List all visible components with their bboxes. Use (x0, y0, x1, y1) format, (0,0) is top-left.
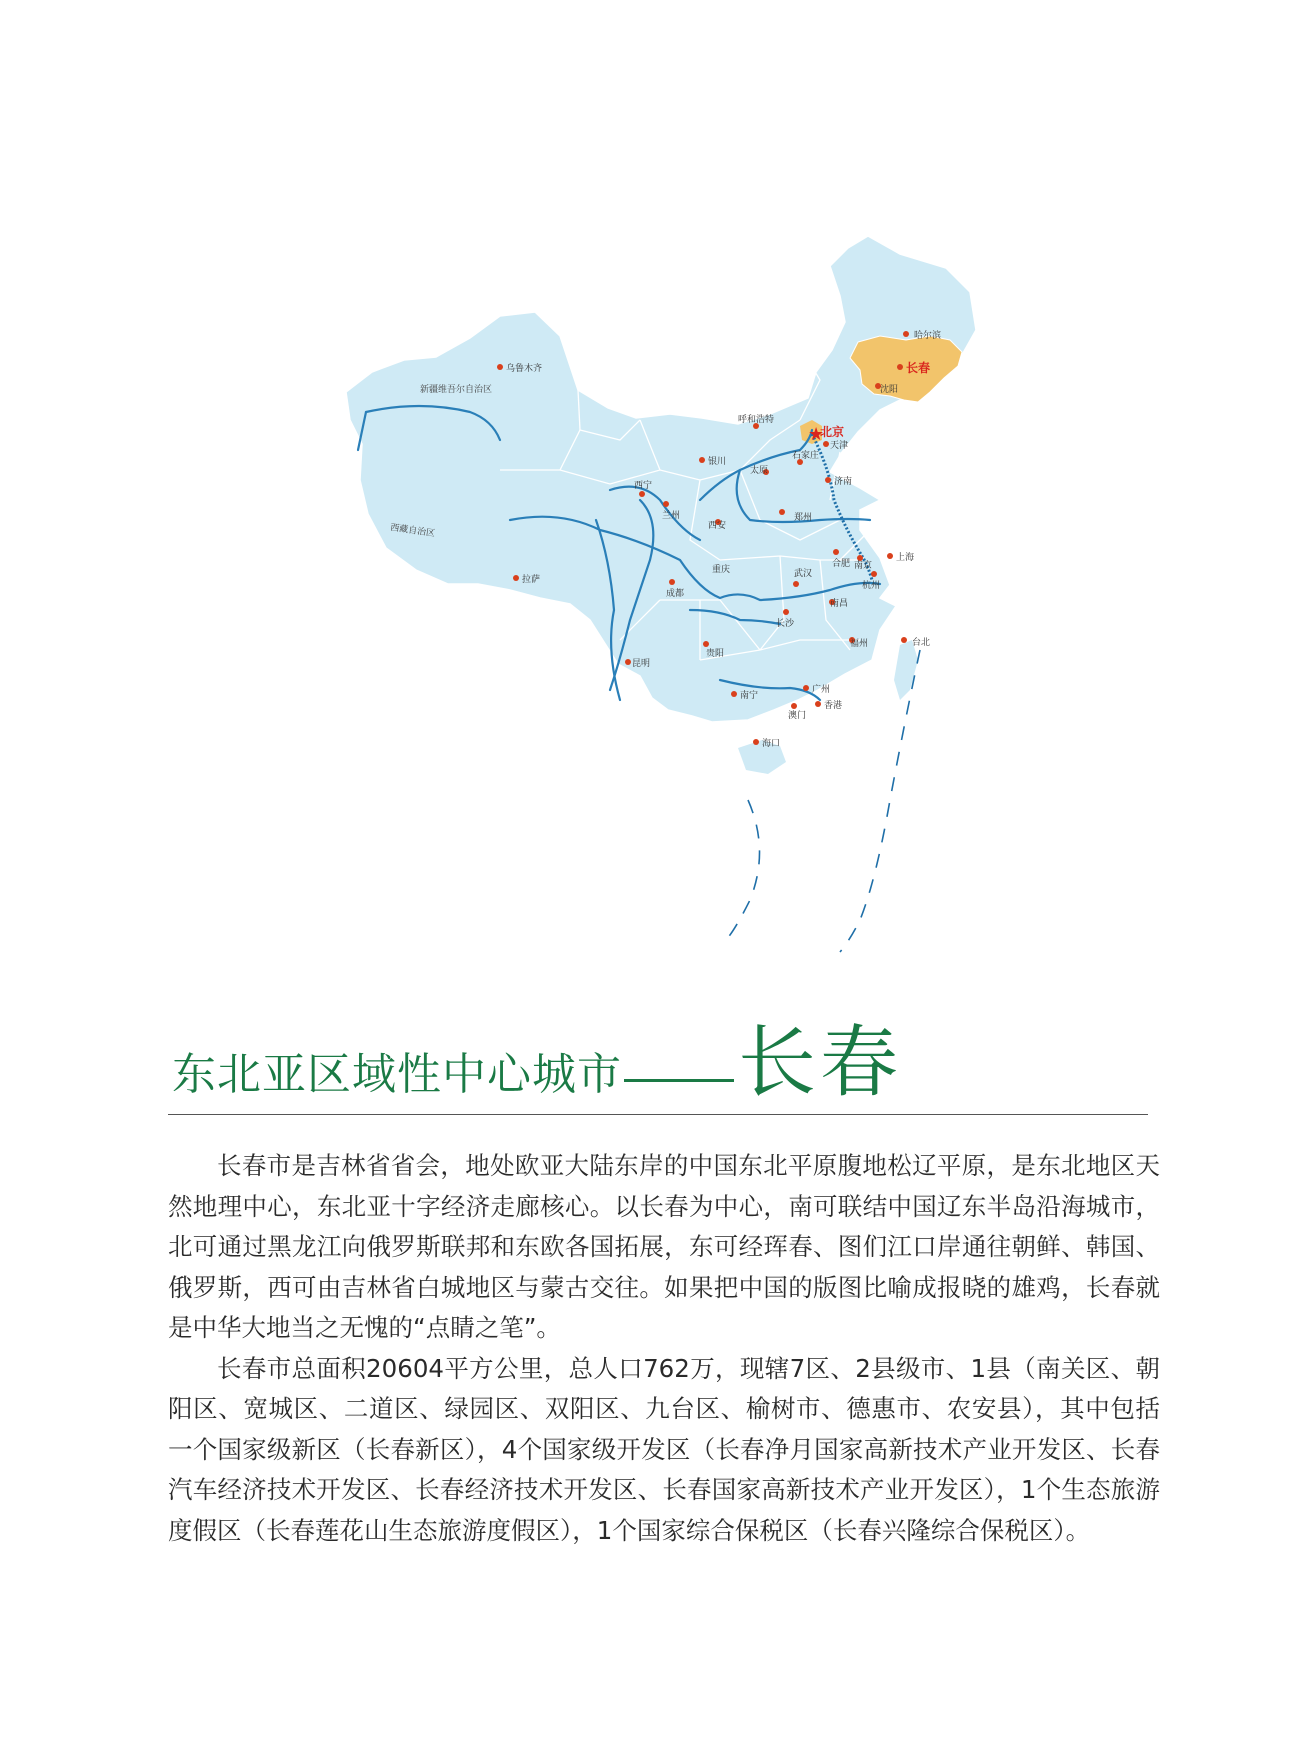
region-label-xinjiang: 新疆维吾尔自治区 (420, 385, 493, 395)
city-label-shanghai: 上海 (896, 553, 915, 563)
capital-star-icon: ★ (808, 424, 825, 445)
city-label-chengdu: 成都 (666, 589, 685, 599)
city-label-lhasa: 拉萨 (522, 575, 541, 585)
city-label-xining: 西宁 (634, 481, 653, 491)
city-dot-macau (791, 703, 797, 709)
city-label-tianjin: 天津 (830, 441, 849, 451)
city-label-changsha: 长沙 (776, 619, 795, 629)
city-dot-haikou (753, 739, 759, 745)
city-label-zhengzhou: 郑州 (794, 513, 813, 523)
body-text (168, 1146, 1160, 1551)
city-label-guangzhou: 广州 (812, 685, 831, 695)
city-label-harbin: 哈尔滨 (914, 331, 942, 341)
city-label-urumqi: 乌鲁木齐 (506, 364, 543, 374)
city-label-taiyuan: 太原 (750, 466, 769, 476)
city-label-nanchang: 南昌 (830, 599, 849, 609)
title-city: 长春 (738, 1018, 903, 1108)
city-label-lanzhou: 兰州 (662, 511, 681, 521)
city-dot-hangzhou (871, 571, 877, 577)
city-label-xian: 西安 (708, 521, 727, 531)
city-label-hangzhou: 杭州 (862, 581, 881, 591)
city-dot-nanning (731, 691, 737, 697)
city-dot-guiyang (703, 641, 709, 647)
city-dot-urumqi (497, 364, 503, 370)
city-label-beijing: 北京 (820, 425, 845, 439)
city-label-wuhan: 武汉 (794, 569, 813, 579)
city-label-chongqing: 重庆 (712, 565, 731, 575)
city-label-changchun: 长春 (906, 361, 931, 375)
city-dot-hefei (833, 549, 839, 555)
city-dot-hongkong (815, 701, 821, 707)
city-label-shenyang: 沈阳 (880, 385, 899, 395)
city-label-hohhot: 呼和浩特 (738, 415, 775, 425)
city-label-jinan: 济南 (834, 477, 853, 487)
region-label-xizang: 西藏自治区 (389, 523, 436, 540)
city-label-fuzhou: 福州 (850, 639, 869, 649)
city-label-macau: 澳门 (788, 711, 807, 721)
city-label-hongkong: 香港 (824, 701, 843, 711)
city-label-shijiazhuang: 石家庄 (792, 451, 820, 461)
paragraph-intro: 长春市是吉林省省会，地处欧亚大陆东岸的中国东北平原腹地松辽平原，是东北地区天然地理中心，东北亚十字经济走廊核心。以长春为中心，南可联结中国辽东半岛沿海城市，北可通过黑龙江向俄罗斯联邦和东欧各国拓展，东可经珲春、图们江口岸通往朝鲜、韩国、俄罗斯，西可由吉林省白城地区与蒙古交往。如果把中国的版图比喻成报晓的雄鸡，长春就是中华大地当之无愧的“点睛之笔”。 (168, 1151, 1160, 1342)
city-dot-yinchuan (699, 457, 705, 463)
city-dot-harbin (903, 331, 909, 337)
city-label-kunming: 昆明 (632, 659, 651, 669)
city-dot-changchun (897, 364, 903, 370)
city-dot-zhengzhou (779, 509, 785, 515)
mainland-shape (346, 236, 976, 722)
city-dot-lhasa (513, 575, 519, 581)
title-divider (168, 1114, 1148, 1115)
title-dash (624, 1079, 734, 1082)
city-label-taipei: 台北 (912, 638, 931, 648)
city-dot-xining (639, 491, 645, 497)
city-label-yinchuan: 银川 (708, 457, 727, 467)
city-dot-jinan (825, 477, 831, 483)
city-label-hefei: 合肥 (832, 559, 851, 569)
city-dot-taipei (901, 637, 907, 643)
page-title (172, 1000, 902, 1112)
city-dot-guangzhou (803, 685, 809, 691)
city-dot-shanghai (887, 553, 893, 559)
city-dot-wuhan (793, 581, 799, 587)
city-label-nanning: 南宁 (740, 691, 759, 701)
city-label-guiyang: 贵阳 (706, 649, 725, 659)
title-main: 东北亚区域性中心城市 (172, 1049, 622, 1100)
city-dot-chengdu (669, 579, 675, 585)
city-dot-lanzhou (663, 501, 669, 507)
city-dot-kunming (625, 659, 631, 665)
paragraph-stats: 长春市总面积20604平方公里，总人口762万，现辖7区、2县级市、1县（南关区、朝阳区、宽城区、二道区、绿园区、双阳区、九台区、榆树市、德惠市、农安县），其中包括一个国家级新区（长春新区），4个国家级开发区（长春净月国家高新技术产业开发区、长春汽车经济技术开发区、长春经济技术开发区、长春国家高新技术产业开发区），1个生态旅游度假区（长春莲花山生态旅游度假区），1个国家综合保税区（长春兴隆综合保税区）。 (168, 1353, 1160, 1545)
taiwan-island (894, 640, 918, 700)
city-label-nanjing: 南京 (854, 561, 873, 571)
city-dot-changsha (783, 609, 789, 615)
city-label-haikou: 海口 (762, 739, 781, 749)
